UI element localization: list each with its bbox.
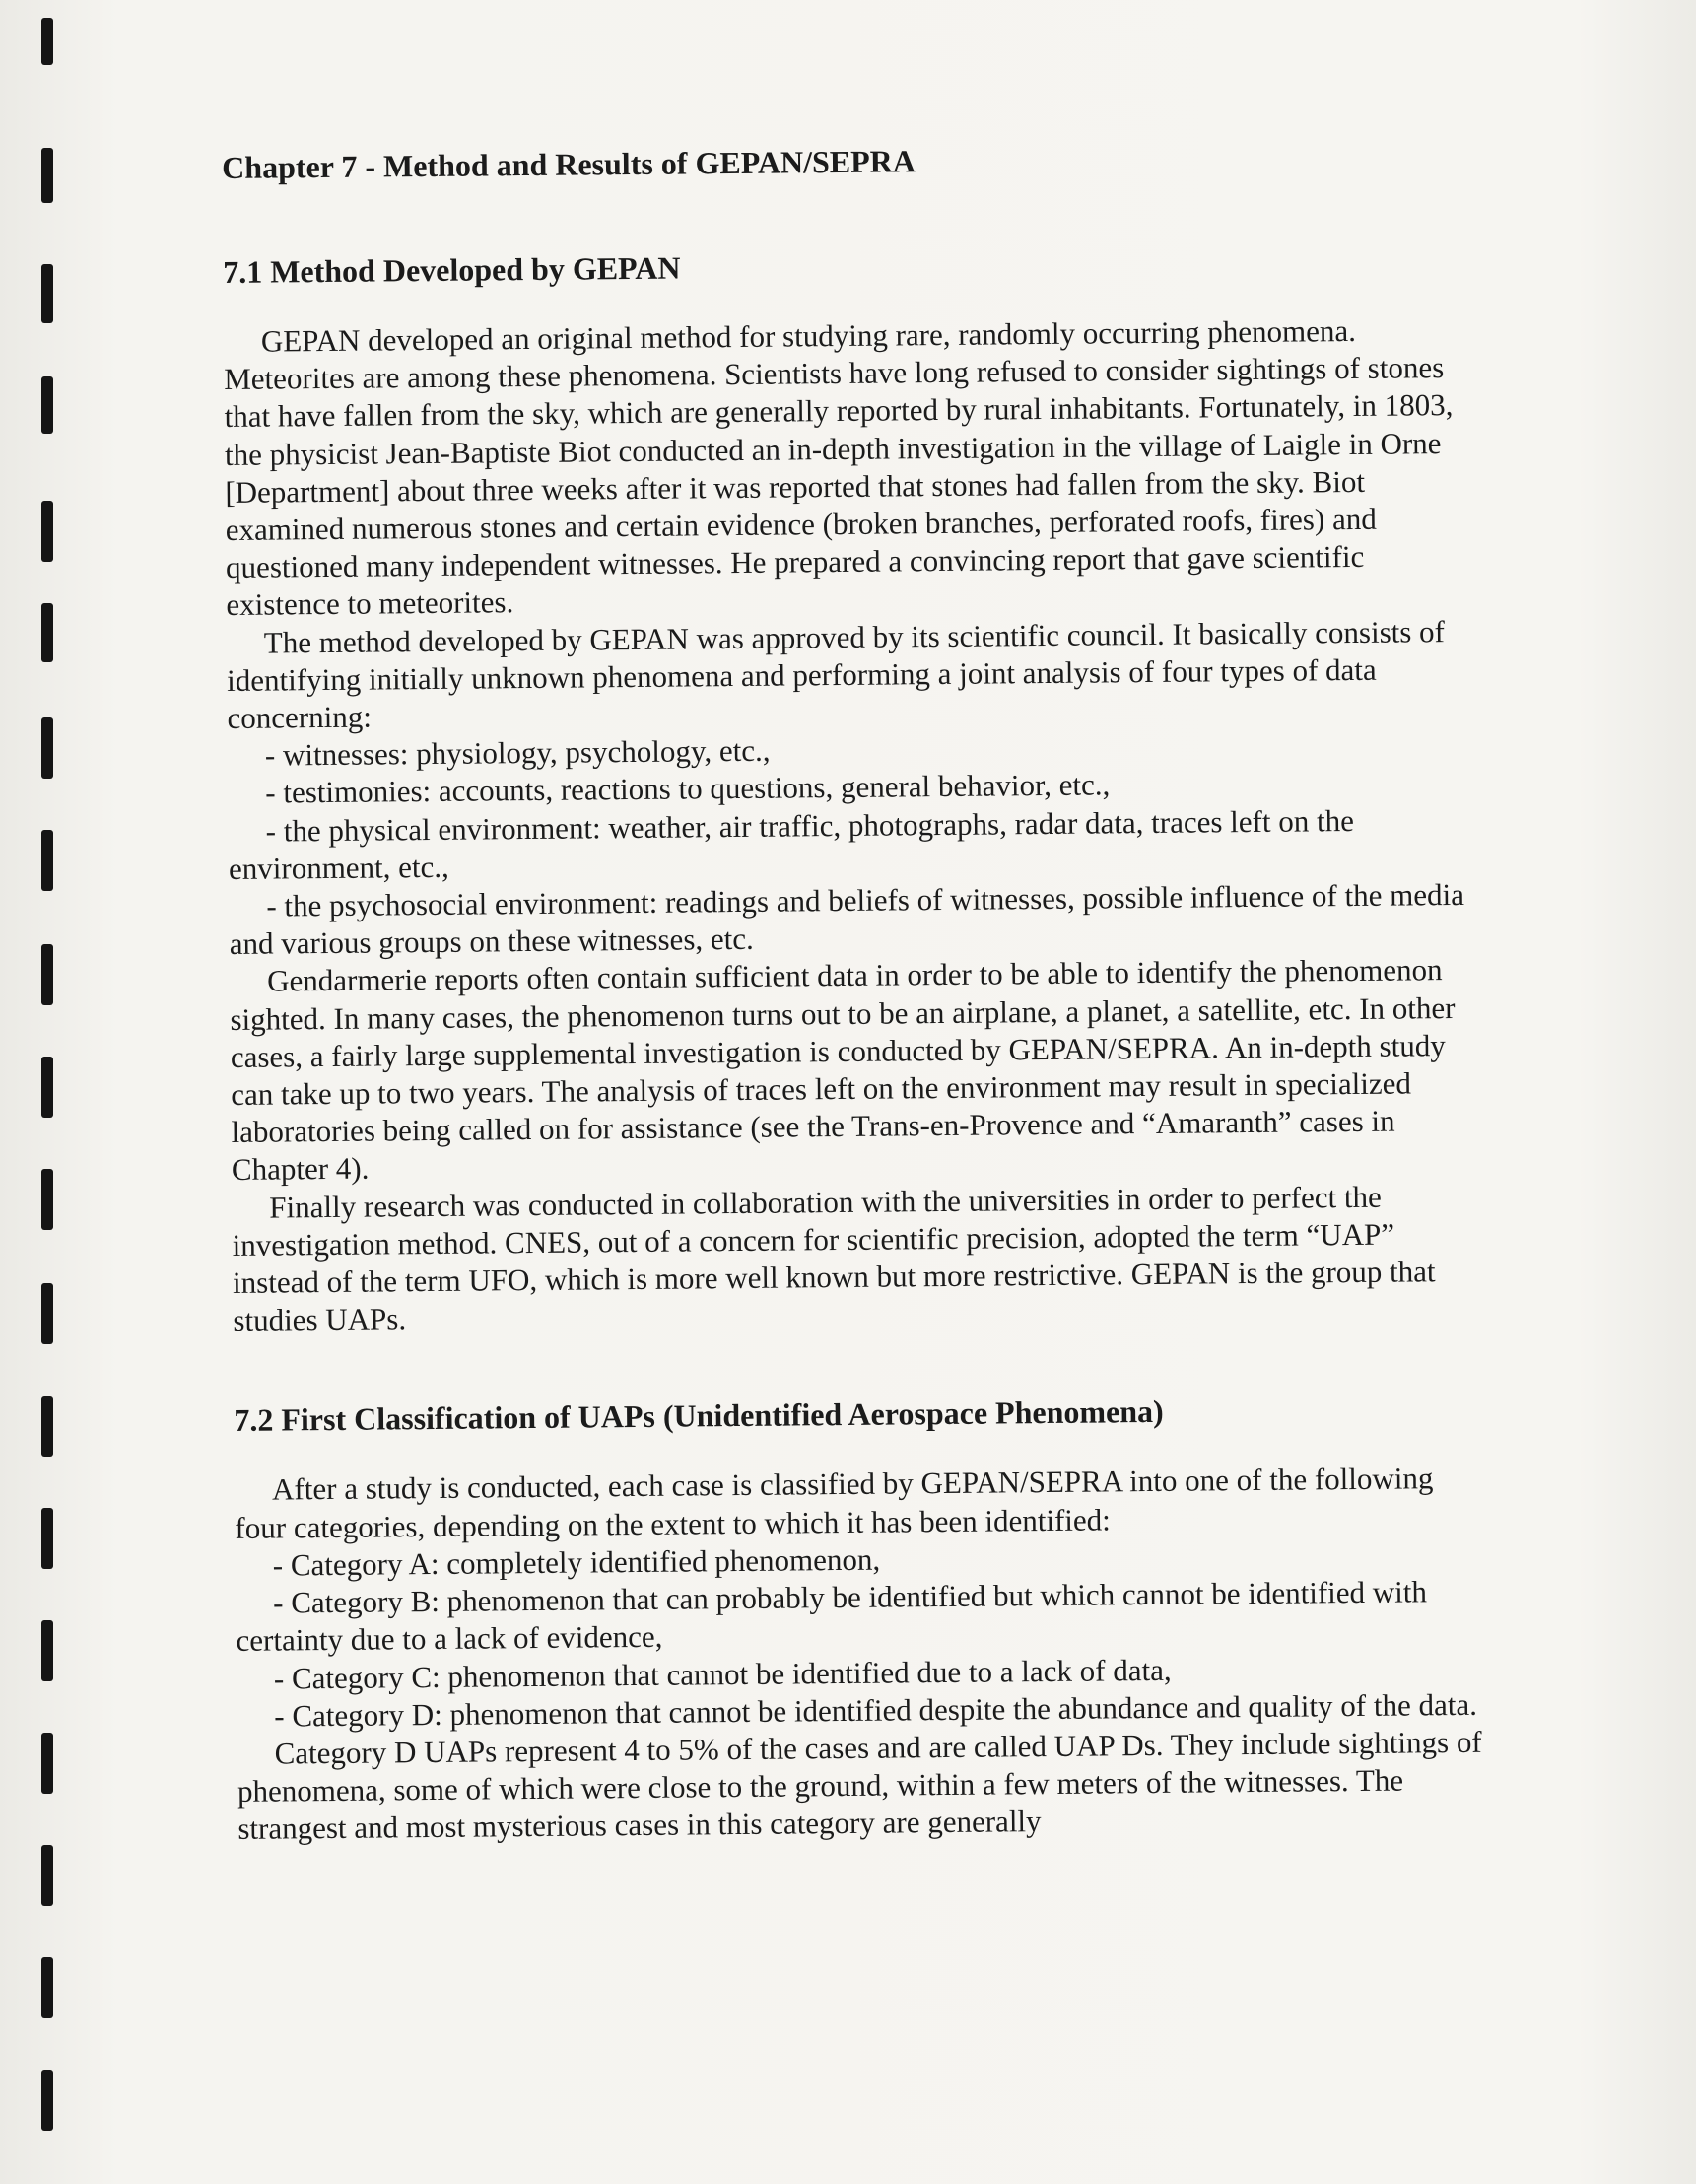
section1-paragraph-4: Finally research was conducted in collaboration with the universities in order to perfect the investigation method. CNES, out of a concern for scientific precision, adopted the term “UAP” instead of the term UFO, which is more well known but more restrictive. GEPAN is the group that studies UAPs. [232, 1179, 1436, 1338]
list-item: - Category A: completely identified phenomenon, [272, 1541, 881, 1583]
list-item: - Category B: phenomenon that can probably be identified but which cannot be identified with certainty due to a lack of evidence, [236, 1574, 1428, 1659]
section-heading-7-1: 7.1 Method Developed by GEPAN [223, 249, 681, 290]
list-item: - the physical environment: weather, air traffic, photographs, radar data, traces left on the environment, etc., [228, 802, 1355, 886]
data-types-list [228, 725, 1481, 963]
category-list [236, 1536, 1489, 1736]
section1-paragraph-1: GEPAN developed an original method for studying rare, randomly occurring phenomena. Meteorites are among these phenomena. Scientists have long refused to consider sightings of stones that have fallen from the sky, which are generally reported by rural inhabitants. Fortunately, in 1803, the physicist Jean-Baptiste Biot conducted an in-depth investigation in the village of Laigle in Orne [Department] about three weeks after it was reported that stones had fallen from the sky. Biot examined numerous stones and certain evidence (broken branches, perforated roofs, fires) and questioned many independent witnesses. He prepared a convincing report that gave scientific existence to meteorites. [224, 312, 1454, 623]
binding-holes [34, 0, 63, 2184]
chapter-title: Chapter 7 - Method and Results of GEPAN/SEPRA [222, 143, 916, 185]
section1-paragraph-3: Gendarmerie reports often contain sufficient data in order to be able to identify the phenomenon sighted. In many cases, the phenomenon turns out to be an airplane, a planet, a satellite, etc. In other cases, a fairly large supplemental investigation is conducted by GEPAN/SEPRA. An in-depth study can take up to two years. The analysis of traces left on the environment may result in specialized laboratories being called on for assistance (see the Trans-en-Provence and “Amaranth” cases in Chapter 4). [230, 952, 1456, 1188]
list-item: - Category D: phenomenon that cannot be identified despite the abundance and quality of the data. [274, 1686, 1478, 1734]
document-body [222, 136, 1490, 1849]
list-item: - Category C: phenomenon that cannot be identified due to a lack of data, [273, 1652, 1172, 1696]
list-item: - testimonies: accounts, reactions to questions, general behavior, etc., [265, 767, 1111, 811]
section1-paragraph-2: The method developed by GEPAN was approved by its scientific council. It basically consists of identifying initially unknown phenomena and performing a joint analysis of four types of data concerning: [227, 613, 1446, 736]
list-item: - witnesses: physiology, psychology, etc., [264, 732, 771, 773]
section2-paragraph-2: Category D UAPs represent 4 to 5% of the cases and are called UAP Ds. They include sightings of phenomena, some of which were close to the ground, within a few meters of the witnesses. The strangest and most mysterious cases in this category are generally [237, 1724, 1482, 1847]
section-heading-7-2: 7.2 First Classification of UAPs (Unidentified Aerospace Phenomena) [234, 1394, 1164, 1439]
list-item: - the psychosocial environment: readings and beliefs of witnesses, possible influence of the media and various groups on these witnesses, etc. [229, 876, 1465, 962]
section2-paragraph-1: After a study is conducted, each case is classified by GEPAN/SEPRA into one of the following four categories, depending on the extent to which it has been identified: [235, 1461, 1434, 1545]
